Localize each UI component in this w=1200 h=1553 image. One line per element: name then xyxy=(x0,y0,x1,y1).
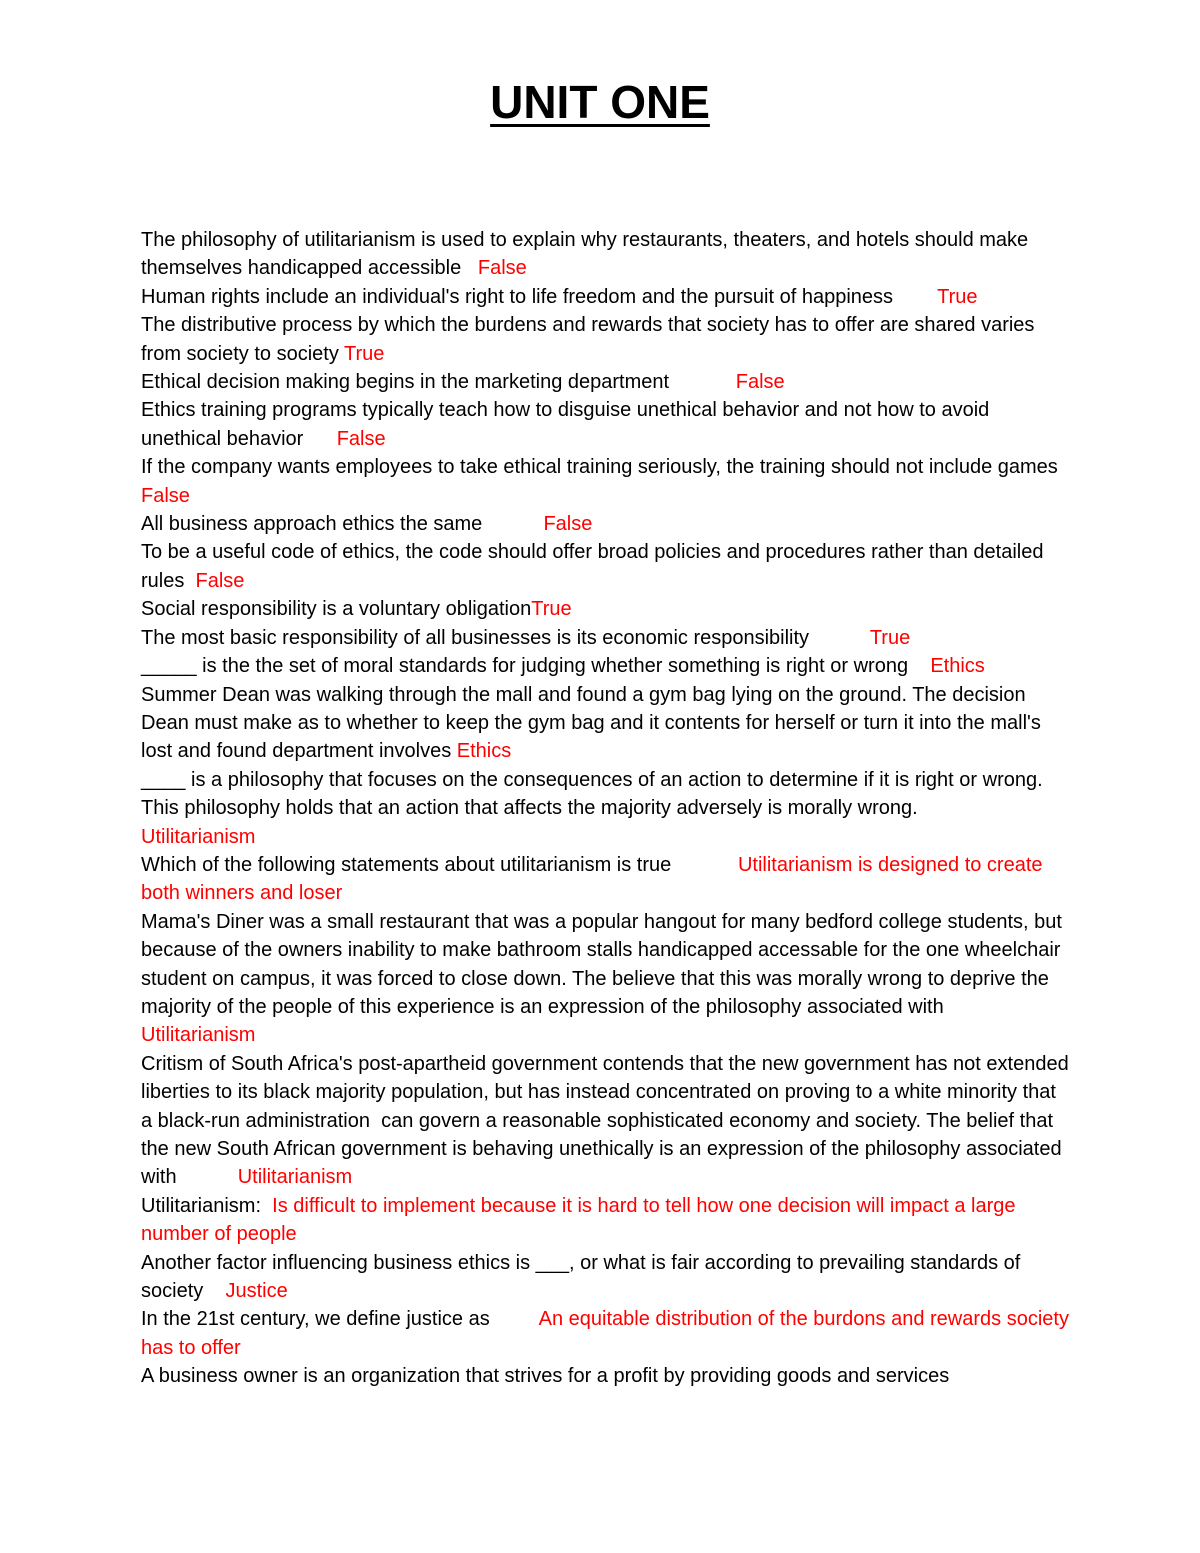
list-item xyxy=(141,1192,1071,1249)
question-text: The distributive process by which the burdens and rewards that society has to offer are shared varies from society to society xyxy=(141,314,1040,365)
list-item xyxy=(141,766,1071,851)
question-text: ____ is a philosophy that focuses on the consequences of an action to determine if it is right or wrong. This philosophy holds that an action that affects the majority adversely is morally wrong. xyxy=(141,768,1048,820)
question-text: Mama's Diner was a small restaurant that was a popular hangout for many bedford college students, but because of the owners inability to make bathroom stalls handicapped accessable for the one wheelchair student on campus, it was forced to close down. The believe that this was morally wrong to deprive the majority of the people of this experience is an expression of the philosophy associated with xyxy=(141,910,1068,1018)
list-item xyxy=(141,453,1071,510)
question-list xyxy=(141,226,1075,1391)
list-item xyxy=(141,311,1071,368)
list-item xyxy=(141,510,1071,538)
list-item xyxy=(141,1249,1071,1306)
answer-text: Utilitarianism xyxy=(141,825,256,848)
list-item xyxy=(141,226,1071,283)
list-item xyxy=(141,1305,1075,1362)
answer-text: Utilitarianism xyxy=(237,1166,353,1189)
question-text: In the 21st century, we define justice as xyxy=(141,1308,490,1331)
answer-text: False xyxy=(735,371,785,394)
list-item xyxy=(141,681,1071,766)
answer-text: Utilitarianism is designed to create both winners and loser xyxy=(141,853,1049,905)
question-text: All business approach ethics the same xyxy=(141,513,483,536)
answer-text: Ethics xyxy=(456,740,512,763)
list-item xyxy=(141,624,1071,652)
list-item xyxy=(141,1362,1071,1390)
answer-text: True xyxy=(937,285,978,308)
answer-text: False xyxy=(543,513,593,536)
answer-text: Ethics xyxy=(930,655,985,678)
question-text: Utilitarianism: xyxy=(141,1194,262,1217)
answer-text: True xyxy=(531,598,572,621)
answer-text: False xyxy=(477,257,527,280)
question-text: _____ is the the set of moral standards for judging whether something is right or wrong xyxy=(141,655,909,678)
answer-text: Utilitarianism xyxy=(141,1024,256,1047)
answer-text: False xyxy=(336,427,386,450)
page-title-text: UNIT ONE xyxy=(490,76,710,128)
question-text: If the company wants employees to take ethical training seriously, the training should not include games xyxy=(141,456,1058,479)
answer-text: False xyxy=(195,569,245,592)
answer-text: True xyxy=(869,626,911,649)
question-text: Which of the following statements about utilitarianism is true xyxy=(141,853,672,876)
list-item xyxy=(141,652,1071,680)
list-item xyxy=(141,908,1071,1050)
answer-text: True xyxy=(344,342,385,365)
question-text: To be a useful code of ethics, the code should offer broad policies and procedures rather than detailed rules xyxy=(141,541,1050,592)
answer-text: An equitable distribution of the burdons and rewards society has to offer xyxy=(141,1308,1075,1359)
question-text: The most basic responsibility of all businesses is its economic responsibility xyxy=(141,626,810,649)
list-item xyxy=(141,283,1071,311)
question-text: A business owner is an organization that strives for a profit by providing goods and services xyxy=(141,1365,950,1388)
question-text: Social responsibility is a voluntary obligation xyxy=(141,598,532,621)
answer-text: Is difficult to implement because it is hard to tell how one decision will impact a large number of people xyxy=(141,1194,1022,1246)
list-item xyxy=(141,1050,1075,1192)
answer-text: False xyxy=(141,484,190,507)
question-text: The philosophy of utilitarianism is used to explain why restaurants, theaters, and hotels should make themselves handicapped accessible xyxy=(141,229,1034,280)
list-item xyxy=(141,595,1071,623)
question-text: Summer Dean was walking through the mall and found a gym bag lying on the ground. The decision Dean must make as to whether to keep the gym bag and it contents for herself or turn it into the mall's lost and found department involves xyxy=(141,683,1047,763)
question-text: Human rights include an individual's right to life freedom and the pursuit of happiness xyxy=(141,285,894,308)
question-text: Critism of South Africa's post-apartheid government contends that the new government has not extended liberties to its black majority population, but has instead concentrated on proving to a white minority that a black-run administration can govern a reasonable sophisticated economy and society. The belief that the new South African government is behaving unethically is an expression of the philosophy associated with xyxy=(141,1052,1075,1189)
answer-text: Justice xyxy=(225,1280,288,1303)
question-text: Ethical decision making begins in the marketing department xyxy=(141,371,670,394)
list-item xyxy=(141,396,1071,453)
list-item xyxy=(141,538,1071,595)
list-item xyxy=(141,368,1071,396)
question-text: Ethics training programs typically teach how to disguise unethical behavior and not how to avoid unethical behavior xyxy=(141,399,995,450)
question-text: Another factor influencing business ethics is ___, or what is fair according to prevailing standards of society xyxy=(141,1251,1026,1303)
list-item xyxy=(141,851,1071,908)
page-title xyxy=(0,72,1200,132)
